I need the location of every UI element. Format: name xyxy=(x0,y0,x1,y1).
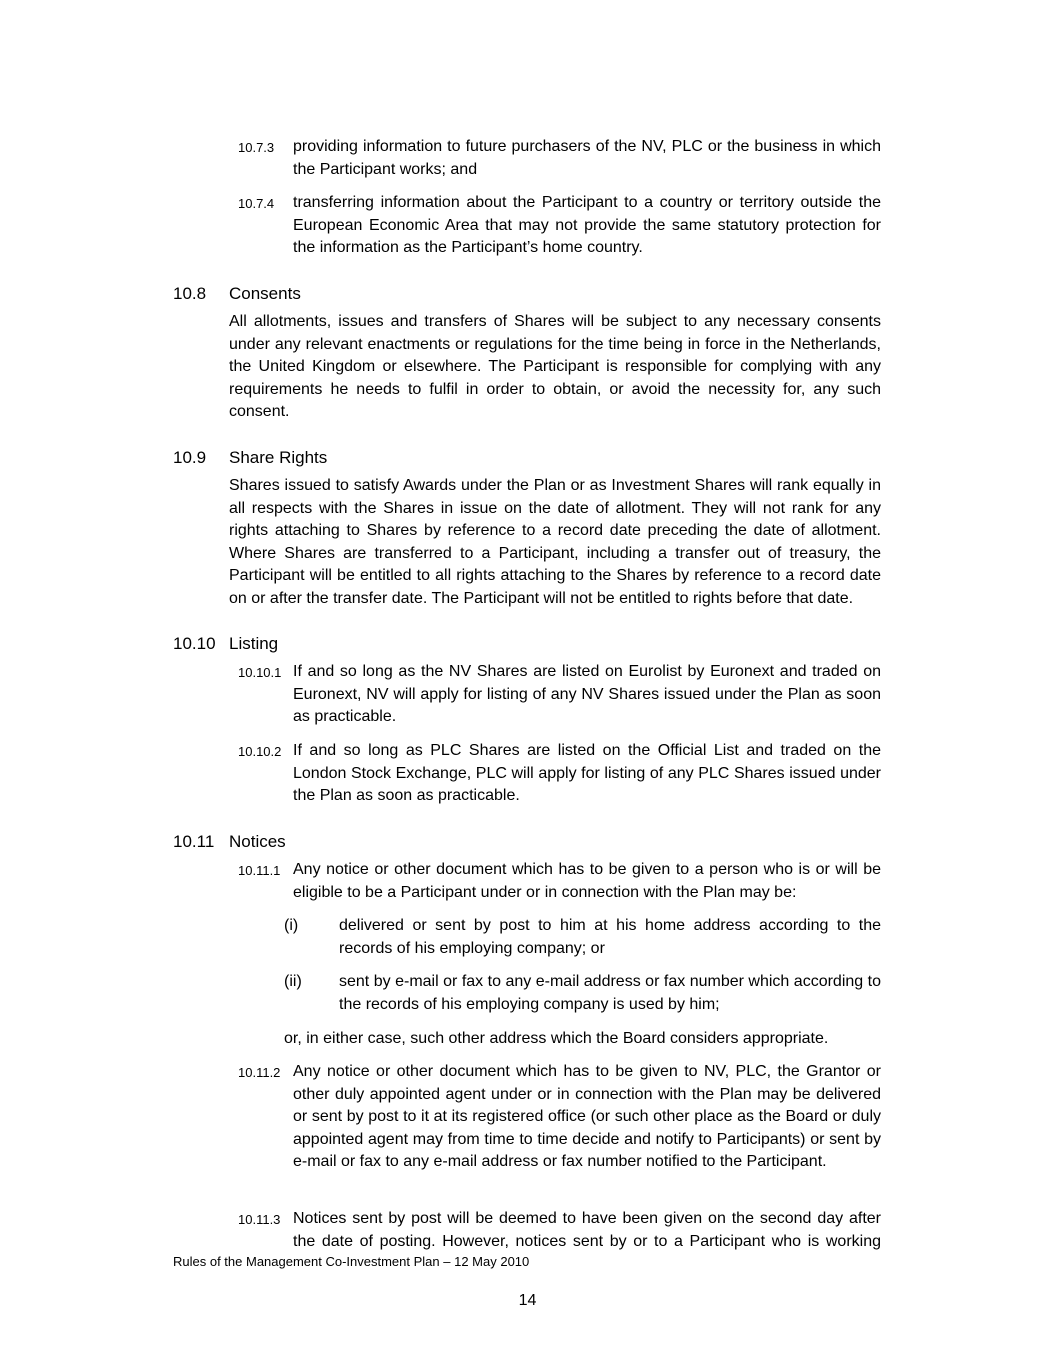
clause-10-10-1 xyxy=(238,661,881,729)
list-item-text: sent by e-mail or fax to any e-mail address or fax number which according to the records of his employing company is used by him; xyxy=(339,973,881,1013)
clause-number: 10.10.1 xyxy=(238,665,282,680)
clause-text: If and so long as the NV Shares are listed on Eurolist by Euronext and traded on Euronext, NV will apply for listing of any NV Shares issued under the Plan as soon as practicable. xyxy=(293,663,881,725)
clause-number: 10.7.4 xyxy=(238,196,275,211)
section-title: Share Rights xyxy=(229,448,328,467)
section-number: 10.8 xyxy=(173,284,207,303)
clause-10-10-2 xyxy=(238,740,881,808)
clause-10-11-3 xyxy=(238,1208,881,1253)
clause-number: 10.7.3 xyxy=(238,140,275,155)
footer-text: Rules of the Management Co-Investment Plan – 12 May 2010 xyxy=(173,1254,530,1269)
clause-text: providing information to future purchasers of the NV, PLC or the business in which the Participant works; and xyxy=(293,138,881,178)
clause-number: 10.11.2 xyxy=(238,1065,281,1080)
section-title: Consents xyxy=(229,284,301,303)
section-number: 10.10 xyxy=(173,634,216,653)
clause-closing-text: or, in either case, such other address which the Board considers appropriate. xyxy=(284,1030,829,1047)
list-item-i xyxy=(284,915,881,960)
section-body-10-8: All allotments, issues and transfers of Shares will be subject to any necessary consents under any relevant enactments or regulations for the time being in force in the Netherlands, the United Kingdom or elsewhere. The Participant is responsible for complying with any requirements he needs to fulfil in order to obtain, or avoid the necessity for, any such consent. xyxy=(229,313,881,420)
clause-10-7-3 xyxy=(238,136,881,181)
clause-number: 10.11.1 xyxy=(238,863,281,878)
clause-10-7-4 xyxy=(238,192,881,260)
clause-number: 10.10.2 xyxy=(238,744,282,759)
section-body-10-9: Shares issued to satisfy Awards under the Plan or as Investment Shares will rank equally in all respects with the Shares in issue on the date of allotment. They will not rank for any rights attaching to Shares by reference to a record date preceding the date of allotment. Where Shares are transferred to a Participant, including a transfer out of treasury, the Participant will be entitled to all rights attaching to the Shares by reference to a record date on or after the transfer date. The Participant will not be entitled to rights before that date. xyxy=(229,477,881,607)
page-number: 14 xyxy=(518,1292,537,1309)
clause-10-11-1 xyxy=(238,859,881,904)
section-number: 10.9 xyxy=(173,448,207,467)
section-title: Notices xyxy=(229,832,286,851)
clause-text: Any notice or other document which has to be given to a person who is or will be eligible to be a Participant under or in connection with the Plan may be: xyxy=(293,861,881,901)
list-item-number: (i) xyxy=(284,917,299,934)
clause-text: transferring information about the Participant to a country or territory outside the European Economic Area that may not provide the same statutory protection for the information as the Participant’s home country. xyxy=(293,194,881,256)
clause-text: Notices sent by post will be deemed to have been given on the second day after the date of posting. However, notices sent by or to a Participant who is working xyxy=(293,1210,881,1250)
clause-10-11-2 xyxy=(238,1061,881,1174)
list-item-text: delivered or sent by post to him at his home address according to the records of his employing company; or xyxy=(339,917,881,957)
list-item-ii xyxy=(284,971,881,1016)
section-title: Listing xyxy=(229,634,279,653)
section-number: 10.11 xyxy=(173,832,215,851)
clause-text: Any notice or other document which has to be given to NV, PLC, the Grantor or other duly appointed agent under or in connection with the Plan may be delivered or sent by post to it at its registered office (or such other place as the Board or duly appointed agent may from time to time decide and notify to Participants) or sent by e-mail or fax to any e-mail address or fax number notified to the Participant. xyxy=(293,1063,881,1170)
clause-text: If and so long as PLC Shares are listed on the Official List and traded on the London Stock Exchange, PLC will apply for listing of any PLC Shares issued under the Plan as soon as practicable. xyxy=(293,742,881,804)
list-item-number: (ii) xyxy=(284,973,302,990)
clause-number: 10.11.3 xyxy=(238,1212,281,1227)
